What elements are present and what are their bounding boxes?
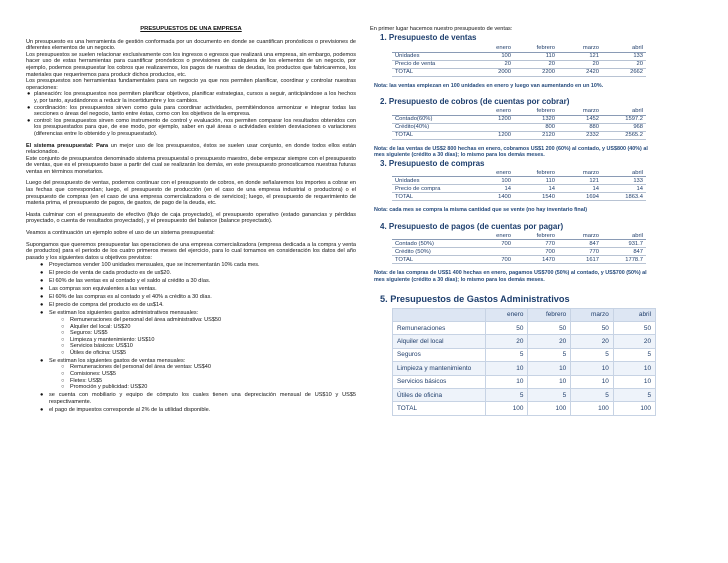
table-total-row: TOTAL 100 100 100 100	[393, 402, 656, 415]
bullet-coordinacion: ● coordinación: los presupuestos sirven como guía para coordinar actividades, permitiéndonos armonizar e integrar todas las secciones o áreas del negocio, tanto entre éstas, como con los objetivos de la empresa.	[27, 104, 356, 118]
bullet-icon: ●	[27, 91, 31, 98]
section-title-compras: 3. Presupuesto de compras	[380, 158, 485, 168]
sublist-item: ○ Promoción y publicidad: US$20	[61, 384, 148, 391]
circle-bullet-icon: ○	[61, 336, 65, 343]
table-compras	[392, 169, 646, 202]
document-title: PRESUPUESTOS DE UNA EMPRESA	[140, 26, 242, 32]
sublist-item: ○ Remuneraciones del personal del área administrativa: US$50	[61, 316, 222, 323]
table-row: Unidades 100 110 121 133	[392, 52, 646, 60]
paragraph-culminar: Hasta culminar con el presupuesto de efectivo (flujo de caja proyectado), el presupuesto operativo (estado ganancias y pérdidas proyectado, o cuenta de resultados proyectado), y el presupuesto del balance (balance proyectado).	[26, 211, 356, 225]
sublist-item: ○ Seguros: US$5	[61, 330, 108, 337]
list-item: ● se cuenta con mobiliario y equipo de cómputo los cuales tienen una depreciación mensual de US$10 y US$5 respectivamente.	[40, 392, 356, 405]
right-column	[366, 26, 656, 416]
sublist-item: ○ Limpieza y mantenimiento: US$10	[61, 336, 155, 343]
note-cobros: Nota: de las ventas de US$2 800 hechas en enero, cobramos US$1 200 (60%) al contado, y US$800 (40%) al mes siguiente (crédito a 30 días); lo mismo para los demás meses.	[374, 145, 648, 159]
bullet-icon: ●	[40, 294, 44, 301]
table-row: Útiles de oficina 5 5 5 5	[393, 388, 656, 401]
paragraph-uses: Los presupuestos se suelen relacionar exclusivamente con los ingresos o egresos que realizará una empresa, sin embargo, podemos hacer uso de estas herramientas para cuantificar pronósticos o previsiones de cualquiera de los elementos de un negocio, por ejemplo, podemos presupuestar los cobros que realizaremos, los pagos de nuestras de deudas, los productos que fabricaremos, los materiales que requeriremos para producir dichos productos, etc.	[26, 51, 356, 78]
table-row: Remuneraciones 50 50 50 50	[393, 321, 656, 334]
circle-bullet-icon: ○	[61, 323, 65, 330]
bullet-icon: ●	[40, 392, 44, 399]
bullet-planeacion: ● planeación: los presupuestos nos permiten planificar objetivos, planificar estrategias, cursos a seguir, anticipándose a los hechos y, por tanto, ayudándonos a reducir la incertidumbre y los cambios.	[27, 91, 356, 104]
table-total-row: TOTAL 1400 1540 1694 1863.4	[392, 193, 646, 201]
list-item: ● El precio de venta de cada producto es de us$20.	[40, 270, 172, 277]
paragraph-fundamentals: Los presupuestos son herramientas fundamentales para un negocio ya que nos permiten planificar, coordinar y controlar nuestras operaciones:	[26, 78, 356, 91]
bullet-icon: ●	[27, 104, 31, 111]
paragraph-supuestos: Supongamos que queremos presupuestar las operaciones de una empresa comercializadora (empresa dedicada a la compra y venta de productos) para el periodo de los cuatro primeros meses del ejercicio, para lo cual tomamos en consideración los datos del año pasado y los siguientes datos u objetivos previstos:	[26, 241, 356, 261]
bullet-icon: ●	[40, 262, 44, 269]
table-header-row: enero febrero marzo abril	[392, 44, 646, 52]
table-row: Contado (50%) 700 770 847 931.7	[392, 240, 646, 248]
sublist-item: ○ Remuneraciones del personal del área de ventas: US$40	[61, 364, 211, 371]
admin-expenses-sublist	[61, 317, 356, 357]
circle-bullet-icon: ○	[61, 371, 65, 378]
table-header-row: enero febrero marzo abril	[392, 232, 646, 240]
list-item-ventas: ● Se estiman los siguientes gastos de ventas mensuales: ○ Remuneraciones del personal del área de ventas: US$40 ○ Comisiones: US$5 ○ Fletes: US$5 ○ Promoción y publicidad: US$20	[40, 358, 356, 391]
bullet-icon: ●	[40, 270, 44, 277]
section-title-ventas: 1. Presupuesto de ventas	[380, 33, 477, 42]
list-item: ● El 60% de las ventas es al contado y el saldo al crédito a 30 días.	[40, 278, 211, 285]
list-item: ● Las compras son equivalentes a las ventas.	[40, 286, 157, 293]
table-gastos-administrativos	[392, 308, 656, 416]
table-total-row: TOTAL 2000 2200 2420 2662	[392, 68, 646, 76]
circle-bullet-icon: ○	[61, 316, 65, 323]
section-title-gastos-administrativos: 5. Presupuestos de Gastos Administrativos	[380, 293, 570, 304]
assumptions-list	[40, 262, 356, 413]
table-row: Seguros 5 5 5 5	[393, 348, 656, 361]
bullet-icon: ●	[40, 406, 44, 413]
note-ventas: Nota: las ventas empiezan en 100 unidades en enero y luego van aumentando en un 10%.	[374, 82, 604, 89]
paragraph-secuencia: Luego del presupuesto de ventas, podemos continuar con el presupuesto de cobros, en donde señalaremos los importes a cobrar en las fechas que correspondan; luego, el presupuesto de producción (en el caso de una empresa industrial o productora) o el presupuesto de compras (en el caso de una empresa comercializadora o de servicios); luego, el presupuesto de requerimiento de materia prima, el presupuesto de pagos, de gastos, de pago de la deuda, etc.	[26, 180, 356, 207]
sublist-item: ○ Servicios básicos: US$10	[61, 343, 133, 350]
note-compras: Nota: cada mes se compra la misma cantidad que se vente (no hay inventario final)	[374, 207, 587, 214]
table-header-row: enero febrero marzo abril	[393, 308, 656, 321]
list-item-admin: ● Se estiman los siguientes gastos administrativos mensuales: ○ Remuneraciones del personal del área administrativa: US$50 ○ Alquiler del local: US$20 ○ Seguros: US$5 ○ Limpieza y mantenimiento: US$10 ○ Servicios básicos: US$10 ○ Útiles de oficina: US$5	[40, 310, 356, 356]
circle-bullet-icon: ○	[61, 343, 65, 350]
section-title-pagos: 4. Presupuesto de pagos (de cuentas por pagar)	[380, 221, 564, 231]
paragraph-presupuesto-maestro: Este conjunto de presupuestos denominado sistema presupuestal o presupuesto maestro, debe empezar siempre con el presupuesto de ventas, que es el presupuesto base a partir del cual se realizarán los demás, en este presupuesto pronosticamos nuestras futuras ventas en términos monetarios.	[26, 155, 356, 175]
list-item: ● Proyectamos vender 100 unidades mensuales, que se incrementarán 10% cada mes.	[40, 262, 260, 269]
sublist-item: ○ Comisiones: US$5	[61, 371, 116, 378]
circle-bullet-icon: ○	[61, 364, 65, 371]
circle-bullet-icon: ○	[61, 377, 65, 384]
circle-bullet-icon: ○	[61, 330, 65, 337]
sublist-item: ○ Alquiler del local: US$20	[61, 323, 131, 330]
table-header-row: enero febrero marzo abril	[392, 107, 646, 115]
table-row: Crédito (50%) 700 770 847	[392, 248, 646, 256]
table-row: Limpieza y mantenimiento 10 10 10 10	[393, 362, 656, 375]
sales-expenses-sublist	[61, 364, 356, 390]
note-pagos: Nota: de las compras de US$1 400 hechas en enero, pagamos US$700 (50%) al contado, y US$700 (50%) al mes siguiente (crédito a 30 días); lo mismo para los demás meses.	[374, 270, 647, 283]
table-row: Servicios básicos 10 10 10 10	[393, 375, 656, 388]
table-total-row: TOTAL 1200 2120 2332 2565.2	[392, 131, 646, 139]
table-row: Precio de compra 14 14 14 14	[392, 185, 646, 193]
table-ventas	[392, 44, 646, 77]
list-item: ● El 60% de las compras es al contado y el 40% a crédito a 30 días.	[40, 294, 212, 301]
table-row: Contado(60%) 1200 1320 1452 1597.2	[392, 115, 646, 123]
table-cobros	[392, 107, 646, 140]
table-header-row: enero febrero marzo abril	[392, 169, 646, 177]
list-item: ● el pago de impuestos corresponde al 2% de la utilidad disponible.	[40, 406, 211, 413]
table-pagos	[392, 232, 646, 265]
table-row: Precio de venta 20 20 20 20	[392, 60, 646, 68]
bullet-icon: ●	[27, 117, 31, 124]
bullet-control: ● control: los presupuestos sirven como instrumento de control y evaluación, nos permiten comparar los resultados obtenidos con los presupuestados para que, de ese modo, por ejemplo, saber en qué áreas o actividades existen desviaciones o variaciones (diferencias entre lo obtenido y lo presupuestado).	[27, 117, 356, 137]
bullet-icon: ●	[40, 357, 44, 364]
bullet-icon: ●	[40, 286, 44, 293]
circle-bullet-icon: ○	[61, 384, 65, 391]
circle-bullet-icon: ○	[61, 349, 65, 356]
bullet-icon: ●	[40, 302, 44, 309]
left-column	[26, 26, 356, 415]
bullet-icon: ●	[40, 310, 44, 317]
bullet-icon: ●	[40, 278, 44, 285]
paragraph-sistema: El sistema presupuestal: Para un mejor uso de los presupuestos, éstos se suelen usar conjunto, en donde todos ellos están relacionados.	[26, 142, 356, 156]
budget-intro: En primer lugar hacemos nuestro presupuesto de ventas:	[370, 26, 513, 32]
list-item: ● El precio de compra del producto es de us$14.	[40, 302, 164, 309]
table-row: Unidades 100 110 121 133	[392, 177, 646, 185]
table-total-row: TOTAL 700 1470 1617 1778.7	[392, 256, 646, 264]
sublist-item: ○ Fletes: US$5	[61, 377, 103, 384]
sublist-item: ○ Útiles de oficina: US$5	[61, 349, 127, 356]
paragraph-definition: Un presupuesto es una herramienta de gestión conformada por un documento en donde se cuantifican pronósticos o previsiones de diferentes elementos de un negocio.	[26, 38, 356, 52]
paragraph-ejemplo: Veamos a continuación un ejemplo sobre el uso de un sistema presupuestal:	[26, 230, 215, 237]
table-row: Alquiler del local 20 20 20 20	[393, 335, 656, 348]
table-row: Crédito(40%) 800 880 968	[392, 123, 646, 131]
section-title-cobros: 2. Presupuesto de cobros (de cuentas por cobrar)	[380, 97, 570, 107]
